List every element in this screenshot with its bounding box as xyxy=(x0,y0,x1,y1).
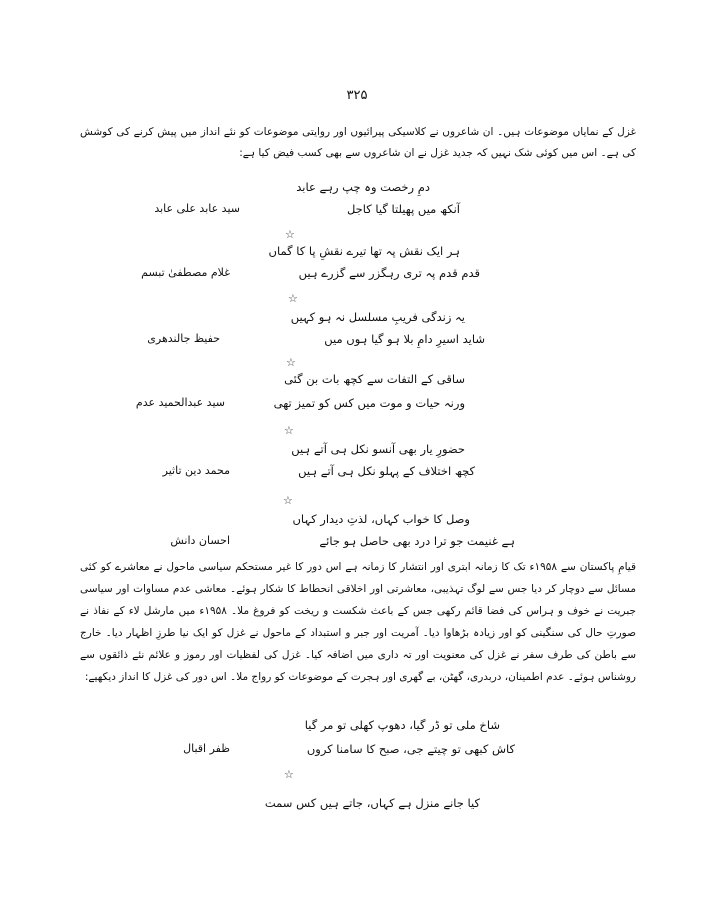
verse-line: آنکھ میں پھیلتا گیا کاجل xyxy=(346,202,460,216)
verse-line: شاخ ملی تو ڈر گیا، دھوپ کھلی تو مر گیا xyxy=(304,718,500,732)
verse-line: دمِ رخصت وہ چپ رہے عابد xyxy=(296,180,430,194)
poet-name: غلام مصطفیٰ تبسم xyxy=(141,266,230,279)
star-separator: ☆ xyxy=(283,494,293,507)
verse-line: کچھ اختلاف کے پہلو نکل ہی آتے ہیں xyxy=(298,464,475,478)
star-separator: ☆ xyxy=(284,768,294,781)
poet-name: سید عابد علی عابد xyxy=(154,202,240,215)
verse-line: وصل کا خواب کہاں، لذتِ دیدار کہاں xyxy=(292,512,470,526)
verse-line: شاید اسیرِ دامِ بلا ہو گیا ہوں میں xyxy=(324,332,485,346)
verse-line: ہے غنیمت جو ترا درد بھی حاصل ہو جائے xyxy=(319,534,515,548)
verse-line: کیا جانے منزل ہے کہاں، جاتے ہیں کس سمت xyxy=(264,796,480,810)
star-separator: ☆ xyxy=(284,424,294,437)
page-number: ۳۲۵ xyxy=(346,88,368,103)
main-paragraph: قیامِ پاکستان سے ۱۹۵۸ء تک کا زمانہ ابتری اور انتشار کا زمانہ ہے اس دور کا غیر مستحکم سیاسی ماحول نے معاشرے کو کئی مسائل سے دوچار کر دیا جس سے لوگ تہذیبی، معاشرتی اور اخلاقی انحطاط کا شکار ہوئے۔ معاشی عدم مساوات اور سیاسی جبریت نے خوف و ہراس کی فضا قائم رکھی جس کے باعث شکست و ریخت کو فروغ ملا۔ ۱۹۵۸ء میں مارشل لاء کے نفاذ نے صورتِ حال کی سنگینی کو اور زیادہ بڑھاوا دیا۔ آمریت اور جبر و استبداد کے ماحول نے غزل کو ایک نیا طرزِ اظہار دیا۔ خارج سے باطن کی طرف سفر نے غزل کی معنویت اور تہ داری میں اضافہ کیا۔ غزل کی لفظیات اور رموز و علائم نئے ذائقوں سے روشناس ہوئے۔ عدم اطمینان، دربدری، گھٹن، بے گھری اور ہجرت کے موضوعات کو رواج ملا۔ اس دور کی غزل کا انداز دیکھیے: xyxy=(80,561,636,683)
poet-name: حفیظ جالندھری xyxy=(147,332,220,345)
verse-line: ہر ایک نقش پہ تھا تیرے نقشِ پا کا گماں xyxy=(268,244,460,258)
intro-paragraph: غزل کے نمایاں موضوعات ہیں۔ ان شاعروں نے کلاسیکی پیرائیوں اور روایتی موضوعات کو نئے انداز میں پیش کرنے کی کوشش کی ہے۔ اس میں کوئی شک نہیں کہ جدید غزل نے ان شاعروں سے بھی کسب فیض کیا ہے: xyxy=(80,126,636,159)
verse-line: یہ زندگی فریبِ مسلسل نہ ہو کہیں xyxy=(290,310,465,324)
verse-line: کاش کبھی تو چیتے جی، صبح کا سامنا کروں xyxy=(306,742,515,756)
star-separator: ☆ xyxy=(286,356,296,369)
verse-line: ورنہ حیات و موت میں کس کو تمیز تھی xyxy=(273,396,465,410)
verse-line: قدم قدم پہ تری رہگزر سے گزرے ہیں xyxy=(298,266,480,280)
star-separator: ☆ xyxy=(285,228,295,241)
poet-name: سید عبدالحمید عدم xyxy=(135,396,225,409)
star-separator: ☆ xyxy=(288,292,298,305)
verse-line: ساقی کے التفات سے کچھ بات بن گئی xyxy=(284,372,465,386)
verse-line: حضورِ یار بھی آنسو نکل ہی آتے ہیں xyxy=(291,442,465,456)
poet-name: محمد دین تاثیر xyxy=(162,464,230,477)
poet-name: احسان دانش xyxy=(170,534,230,547)
poet-name: ظفر اقبال xyxy=(183,742,230,755)
